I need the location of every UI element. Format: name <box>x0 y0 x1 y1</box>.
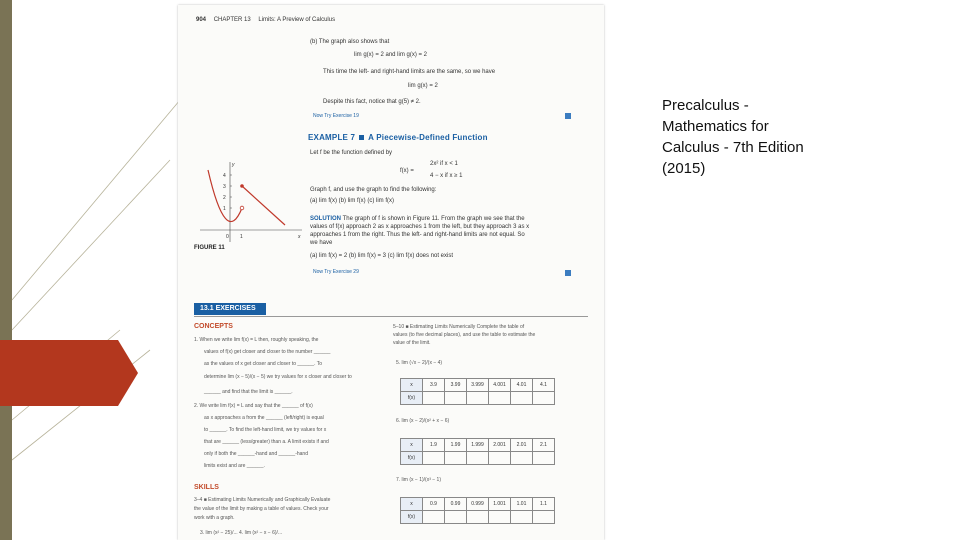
x-tick: 0 <box>226 234 229 240</box>
concept-1d: determine lim (x − 5)/(x − 5) we try values for x closer and closer to <box>204 374 352 380</box>
concept-2e: only if both the ______-hand and ______-hand <box>204 451 308 457</box>
right-instructions-1: 5–10 ■ Estimating Limits Numerically Complete the table of <box>393 324 525 330</box>
table-header-x: x <box>401 498 423 511</box>
figure-label: FIGURE 11 <box>194 245 225 251</box>
concept-2: 2. We write lim f(x) = L and say that the ______ of f(x) <box>194 403 313 409</box>
table-cell: 3.9 <box>423 379 445 392</box>
concept-1b: values of f(x) get closer and closer to the number ______ <box>204 349 331 355</box>
table-exercise-7 <box>400 497 555 524</box>
right-instructions-2: values (to five decimal places), and use the table to estimate the <box>393 332 536 338</box>
caption-line-2: Mathematics for <box>662 118 769 135</box>
table-cell: 2.01 <box>511 439 533 452</box>
skills-exercises-3-4: 3. lim (x² − 25)/... 4. lim (x² − x − 6)/... <box>200 530 283 536</box>
table-header-fx: f(x) <box>401 452 423 465</box>
decorative-diagonal-lines <box>0 0 200 540</box>
table-cell: 1.99 <box>445 439 467 452</box>
solution-line-1: The graph of f is shown in Figure 11. From the graph we see that the <box>342 216 525 222</box>
part-b-text: This time the left- and right-hand limits are the same, so we have <box>323 69 496 75</box>
y-axis-label: y <box>232 162 235 168</box>
concept-2f: limits exist and are ______. <box>204 463 265 469</box>
solution-line-2: values of f(x) approach 2 as x approaches 1 from the left, but they approach 3 as x <box>310 224 530 230</box>
solution-line-3: approaches 1 from the right. Thus the left- and right-hand limits are not equal. So <box>310 232 525 238</box>
table-cell: 4.001 <box>489 379 511 392</box>
table-cell: 0.999 <box>467 498 489 511</box>
table-exercise-5 <box>400 378 555 405</box>
function-case-1: 2x² if x < 1 <box>430 161 458 167</box>
table-cell: 3.99 <box>445 379 467 392</box>
example-heading <box>308 133 488 142</box>
example-intro: Let f be the function defined by <box>310 150 393 156</box>
part-b-limits: lim g(x) = 2 and lim g(x) = 2 <box>354 52 428 58</box>
y-tick: 1 <box>223 206 226 212</box>
part-b-intro: (b) The graph also shows that <box>310 39 390 45</box>
table-cell: 4.1 <box>533 379 555 392</box>
table-cell: 1.999 <box>467 439 489 452</box>
skills-line-1: 3–4 ■ Estimating Limits Numerically and Graphically Evaluate <box>194 497 331 503</box>
x-axis-label: x <box>298 234 301 240</box>
page-header <box>196 17 335 23</box>
caption-line-4: (2015) <box>662 160 706 177</box>
table-cell: 4.01 <box>511 379 533 392</box>
skills-line-2: the value of the limit by making a table of values. Check your <box>194 506 329 512</box>
try-exercise-link-2[interactable]: Now Try Exercise 29 <box>313 269 359 275</box>
concept-2c: to ______. To find the left-hand limit, we try values for x <box>204 427 327 433</box>
solution-label: SOLUTION <box>310 216 341 222</box>
concepts-heading: CONCEPTS <box>194 323 233 330</box>
part-b-note: Despite this fact, notice that g(5) ≠ 2. <box>323 99 421 105</box>
solution-answers: (a) lim f(x) = 2 (b) lim f(x) = 3 (c) lim f(x) does not exist <box>310 253 454 259</box>
table-cell: 1.001 <box>489 498 511 511</box>
textbook-page <box>178 5 604 540</box>
page-number: 904 <box>196 17 207 23</box>
figure-11-graph <box>190 160 305 250</box>
table-cell: 1.1 <box>533 498 555 511</box>
example-label: EXAMPLE 7 <box>308 133 356 142</box>
skills-line-3: work with a graph. <box>194 515 235 521</box>
caption-line-3: Calculus - 7th Edition <box>662 139 804 156</box>
solution-line-4: we have <box>310 240 333 246</box>
concept-1e: ______ and find that the limit is ______. <box>204 389 293 395</box>
table-cell: 0.99 <box>445 498 467 511</box>
caption-line-1: Precalculus - <box>662 97 749 114</box>
table-exercise-6 <box>400 438 555 465</box>
table-header-x: x <box>401 379 423 392</box>
function-def: f(x) = <box>400 168 414 174</box>
end-mark <box>565 113 571 119</box>
red-arrow-shape <box>0 340 140 406</box>
exercise-7: 7. lim (x − 1)/(x³ − 1) <box>396 477 442 483</box>
table-header-x: x <box>401 439 423 452</box>
exercises-banner: 13.1 EXERCISES <box>194 303 266 315</box>
example-title: A Piecewise-Defined Function <box>368 133 488 142</box>
concept-2d: that are ______ (less/greater) than a. A limit exists if and <box>204 439 329 445</box>
skills-heading: SKILLS <box>194 484 219 491</box>
concept-1: 1. When we write lim f(x) = L then, roughly speaking, the <box>194 337 319 343</box>
slide-caption <box>662 95 852 179</box>
chapter-title: Limits: A Preview of Calculus <box>258 17 336 23</box>
right-instructions-3: value of the limit. <box>393 340 431 346</box>
exercise-6: 6. lim (x − 2)/(x² + x − 6) <box>396 418 450 424</box>
table-cell: 3.999 <box>467 379 489 392</box>
concept-1c: as the values of x get closer and closer to ______. To <box>204 361 323 367</box>
table-header-fx: f(x) <box>401 392 423 405</box>
square-icon <box>359 135 364 140</box>
table-cell: 2.1 <box>533 439 555 452</box>
example-parts: (a) lim f(x) (b) lim f(x) (c) lim f(x) <box>310 198 394 204</box>
table-header-fx: f(x) <box>401 511 423 524</box>
example-task: Graph f, and use the graph to find the following: <box>310 187 437 193</box>
line-right <box>242 186 285 225</box>
part-b-limit-result: lim g(x) = 2 <box>408 83 438 89</box>
exercise-5: 5. lim (√x − 2)/(x − 4) <box>396 360 443 366</box>
concept-2b: as x approaches a from the ______ (left/right) is equal <box>204 415 324 421</box>
table-cell: 1.9 <box>423 439 445 452</box>
end-mark-2 <box>565 270 571 276</box>
function-case-2: 4 − x if x ≥ 1 <box>430 173 463 179</box>
y-tick: 4 <box>223 173 226 179</box>
table-cell: 2.001 <box>489 439 511 452</box>
chapter-label: CHAPTER 13 <box>213 17 251 23</box>
open-point <box>240 206 244 210</box>
x-tick: 1 <box>240 234 243 240</box>
y-tick: 2 <box>223 195 226 201</box>
y-tick: 3 <box>223 184 226 190</box>
divider <box>194 316 588 317</box>
table-cell: 1.01 <box>511 498 533 511</box>
table-cell: 0.9 <box>423 498 445 511</box>
try-exercise-link[interactable]: Now Try Exercise 19 <box>313 113 359 119</box>
